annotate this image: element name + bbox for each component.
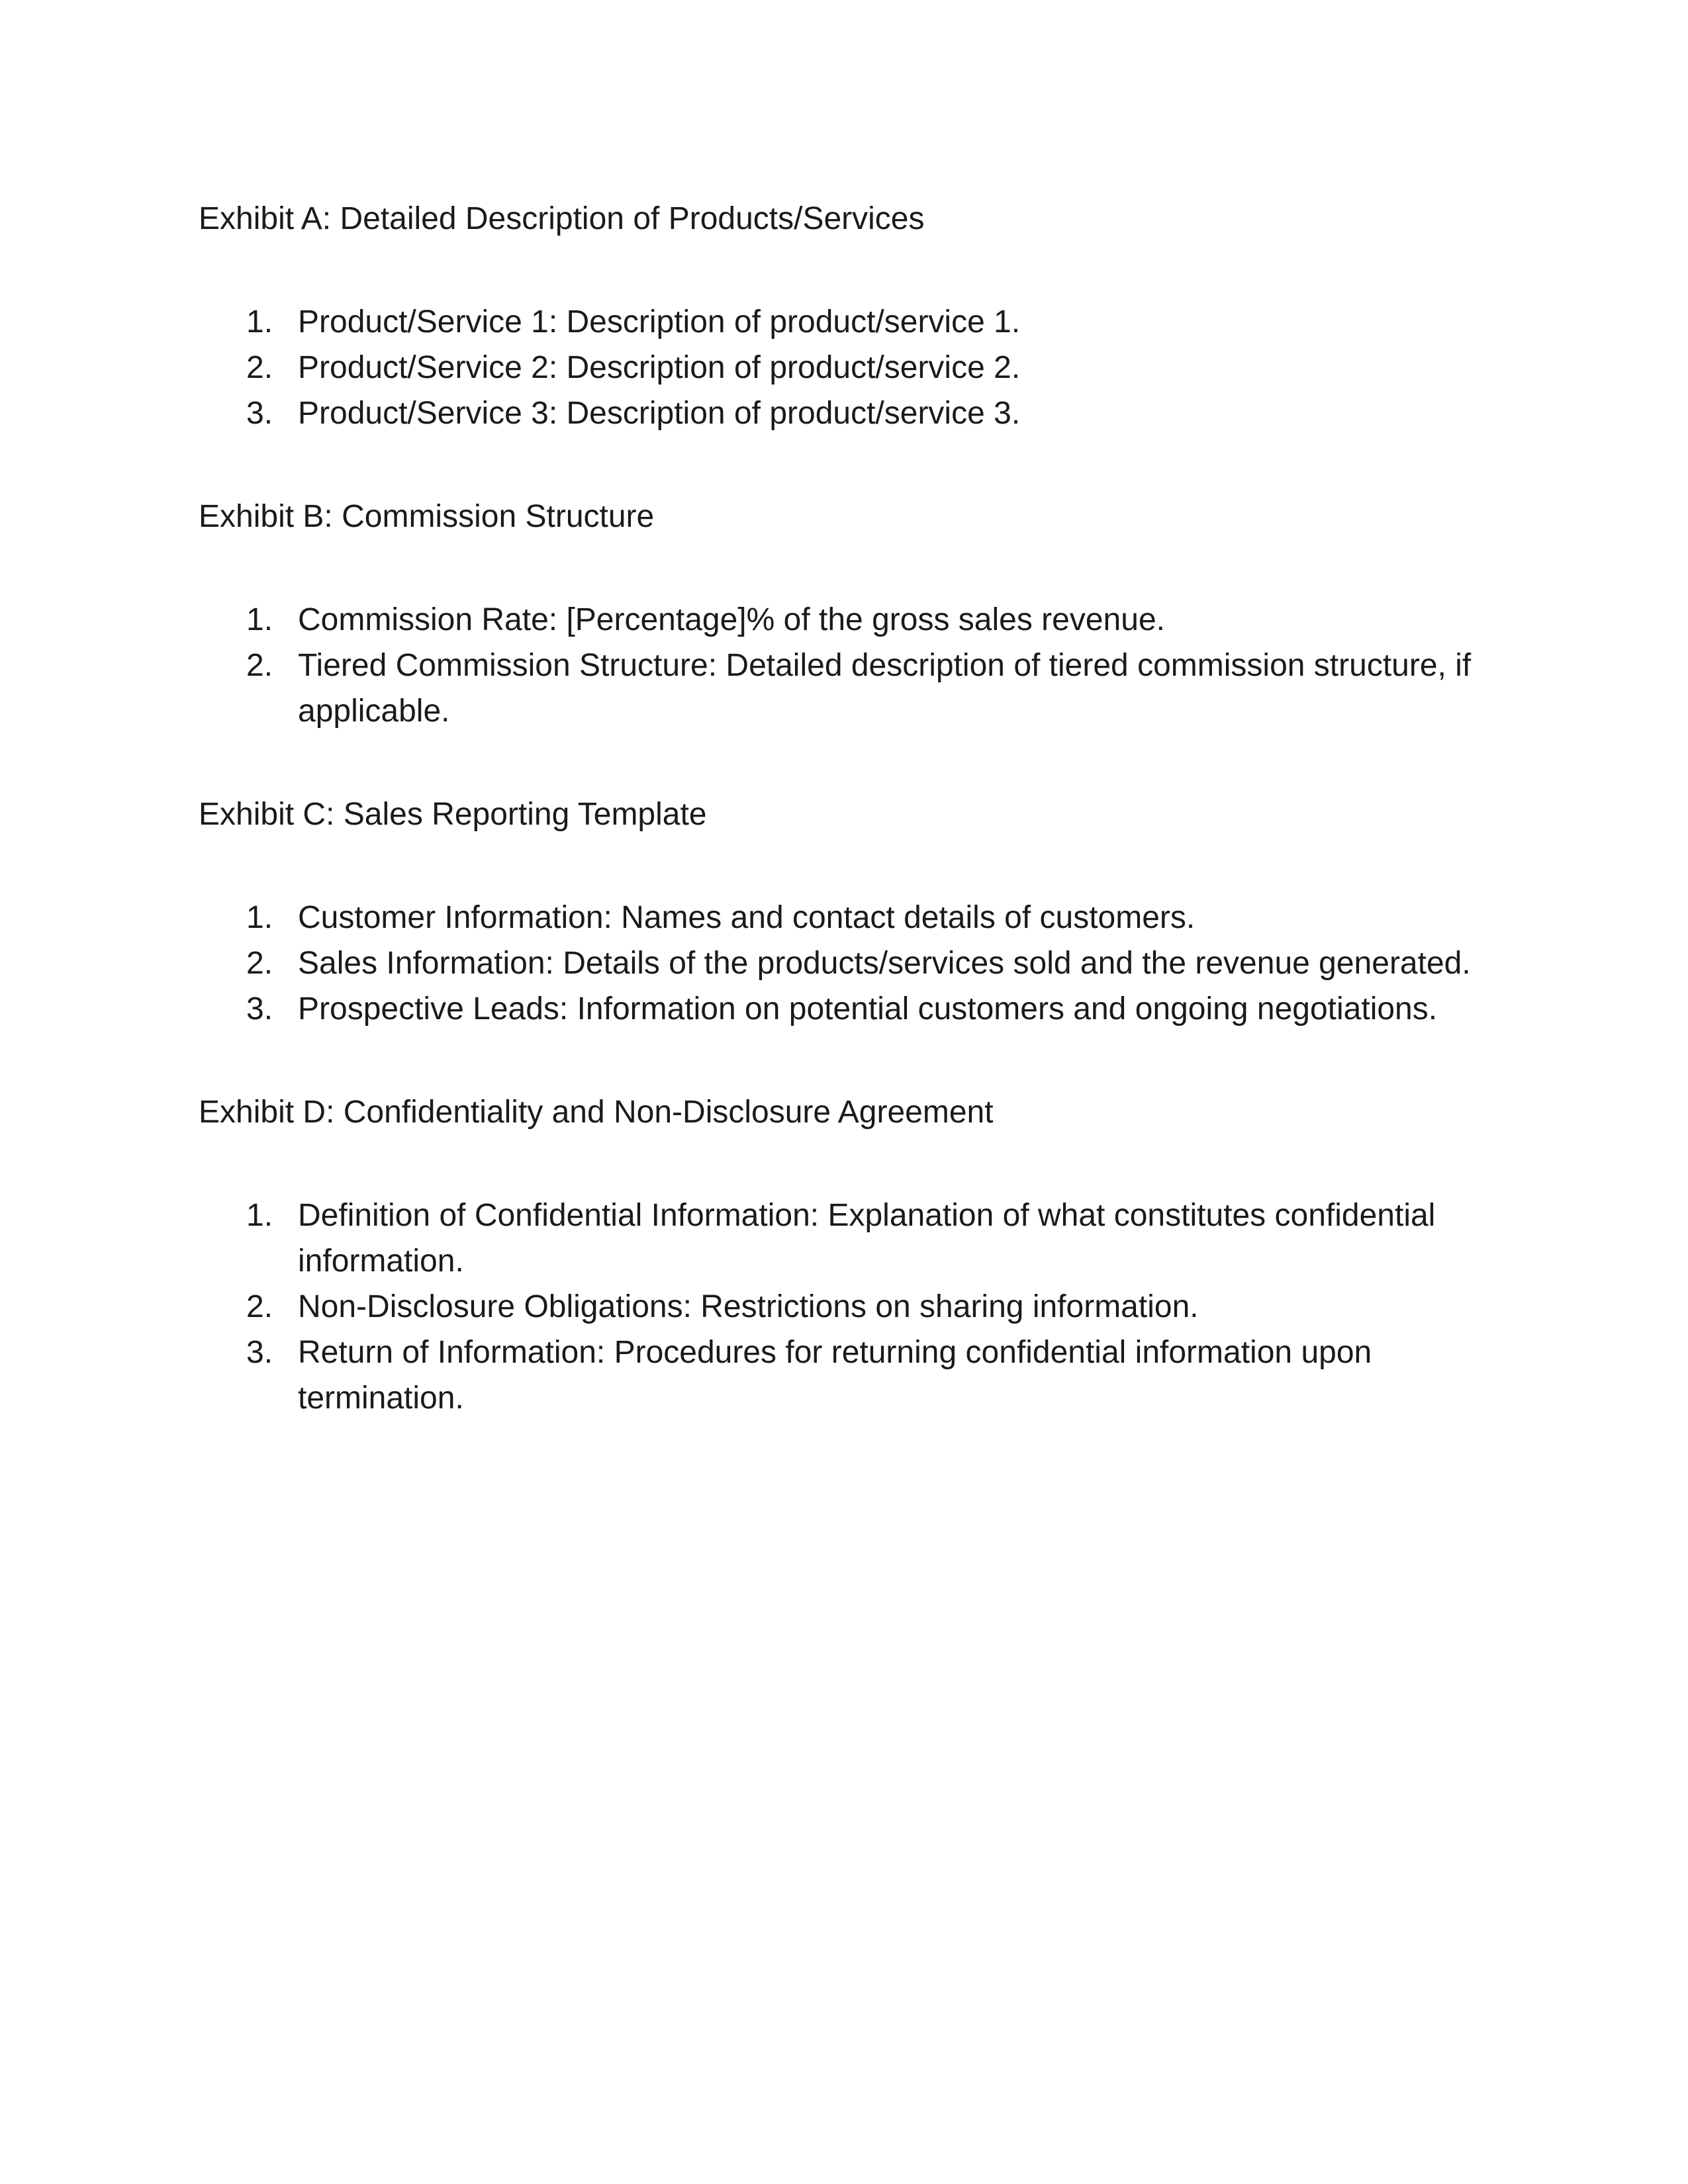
list-item-number: 2.: [246, 1289, 273, 1324]
list-item: [199, 390, 1489, 436]
list-item-number: 1.: [246, 1198, 273, 1233]
list-item-text: Product/Service 3: Description of product/service 3.: [298, 396, 1021, 431]
list-item-text: Product/Service 1: Description of product/service 1.: [298, 304, 1021, 340]
list-item: [199, 643, 1489, 734]
exhibit-a-list: [199, 299, 1489, 436]
list-item: [199, 345, 1489, 390]
list-item: [199, 299, 1489, 345]
exhibit-d-heading: Exhibit D: Confidentiality and Non-Disclosure Agreement: [199, 1095, 994, 1130]
list-item: [199, 1193, 1489, 1284]
list-item-number: 2.: [246, 946, 273, 981]
list-item-number: 3.: [246, 991, 273, 1026]
exhibit-b: [199, 494, 1489, 734]
exhibit-c-list: [199, 895, 1489, 1032]
list-item: [199, 986, 1489, 1032]
list-item-text: Product/Service 2: Description of product/service 2.: [298, 350, 1021, 385]
list-item-text: Return of Information: Procedures for returning confidential information upon termination.: [298, 1335, 1372, 1416]
list-item-number: 2.: [246, 648, 273, 683]
exhibit-b-heading: Exhibit B: Commission Structure: [199, 499, 655, 534]
exhibit-d-list: [199, 1193, 1489, 1421]
list-item-text: Commission Rate: [Percentage]% of the gross sales revenue.: [298, 602, 1165, 637]
list-item-text: Non-Disclosure Obligations: Restrictions on sharing information.: [298, 1289, 1199, 1324]
exhibit-c: [199, 792, 1489, 1032]
list-item-number: 2.: [246, 350, 273, 385]
list-item-text: Tiered Commission Structure: Detailed description of tiered commission structure, if applicable.: [298, 648, 1472, 729]
exhibit-c-heading: Exhibit C: Sales Reporting Template: [199, 797, 707, 832]
exhibit-a-heading: Exhibit A: Detailed Description of Products/Services: [199, 201, 925, 236]
list-item-text: Sales Information: Details of the products/services sold and the revenue generated.: [298, 946, 1471, 981]
document-body: [199, 196, 1489, 1479]
list-item-number: 3.: [246, 1335, 273, 1370]
list-item: [199, 1330, 1489, 1421]
list-item: [199, 1284, 1489, 1330]
list-item: [199, 597, 1489, 643]
list-item-text: Customer Information: Names and contact details of customers.: [298, 900, 1196, 935]
list-item-text: Definition of Confidential Information: Explanation of what constitutes confidential information.: [298, 1198, 1436, 1279]
exhibit-b-list: [199, 597, 1489, 734]
list-item-number: 3.: [246, 396, 273, 431]
list-item: [199, 895, 1489, 940]
list-item-number: 1.: [246, 304, 273, 340]
list-item-number: 1.: [246, 602, 273, 637]
list-item-text: Prospective Leads: Information on potential customers and ongoing negotiations.: [298, 991, 1438, 1026]
list-item: [199, 940, 1489, 986]
exhibit-a: [199, 196, 1489, 436]
exhibit-d: [199, 1089, 1489, 1421]
list-item-number: 1.: [246, 900, 273, 935]
